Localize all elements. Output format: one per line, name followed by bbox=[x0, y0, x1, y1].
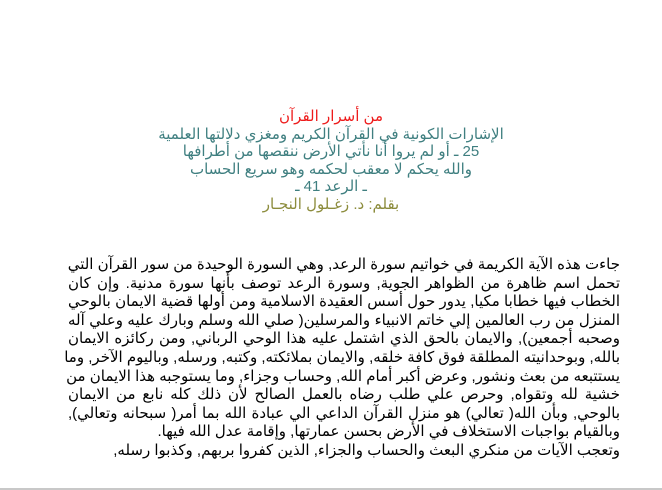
verse-line-1: 25 ـ أو لم يروا أنا نأتي الأرض ننقصها من أطرافها bbox=[182, 143, 480, 160]
body-line: وبالقيام بواجبات الاستخلاف في الأرض بحسن عمارتها, وإقامة عدل الله فيها. bbox=[157, 423, 620, 441]
body-line: الخطاب فيها خطابا مكيا, يدور حول أسس العقيدة الاسلامية ومن أولها قضية الايمان بالوحي bbox=[68, 293, 620, 311]
body-line: المنزل من رب العالمين إلي خاتم الانبياء والمرسلين( صلي الله وسلم وبارك عليه وعلي آله bbox=[68, 311, 620, 329]
verse-reference: ـ الرعد 41 ـ bbox=[295, 178, 367, 195]
article-series-title: من أسرار القرآن bbox=[279, 108, 383, 125]
article-header bbox=[0, 108, 662, 213]
body-line: خشية لله وتقواه, وحرص علي طلب رضاه بالعمل الصالح لأن ذلك كله نابع من الايمان bbox=[68, 386, 620, 404]
body-line: تحمل اسم ظاهرة من الظواهر الجوية, وسورة الرعد توصف بأنها سورة مدنية. وإن كان bbox=[68, 274, 620, 292]
article-body bbox=[64, 256, 620, 461]
body-line: جاءت هذه الآية الكريمة في خواتيم سورة الرعد, وهي السورة الوحيدة من سور القرآن التي bbox=[67, 256, 620, 273]
body-line: بالوحي, وبأن الله( تعالي) هو منزل القرآن الداعي الي عبادة الله بما أمر( سبحانه وتعالي), bbox=[68, 404, 620, 422]
body-line: وصحبه أجمعين), والايمان بالحق الذي اشتمل عليه هذا الوحي الرباني, ومن ركائزه الايمان bbox=[68, 330, 620, 348]
body-line: يستتبعه من بعث ونشور, وعرض أكبر أمام الله, وحساب وجزاء, وما يستوجبه هذا الايمان من bbox=[66, 367, 620, 385]
body-line: وتعجب الآيات من منكري البعث والحساب والجزاء, الذين كفروا بربهم, وكذبوا رسله, bbox=[113, 441, 620, 459]
article-author: بقلم: د. زغـلول النجـار bbox=[262, 195, 400, 213]
body-line: بالله, وبوحدانيته المطلقة فوق كافة خلقه, والايمان بملائكته, وكتبه, ورسله, وباليوم الآخر, وما bbox=[64, 348, 620, 366]
article-subtitle: الإشارات الكونية في القرآن الكريم ومغزي دلالتها العلمية bbox=[158, 125, 504, 143]
verse-line-2: والله يحكم لا معقب لحكمه وهو سريع الحساب bbox=[189, 160, 473, 178]
